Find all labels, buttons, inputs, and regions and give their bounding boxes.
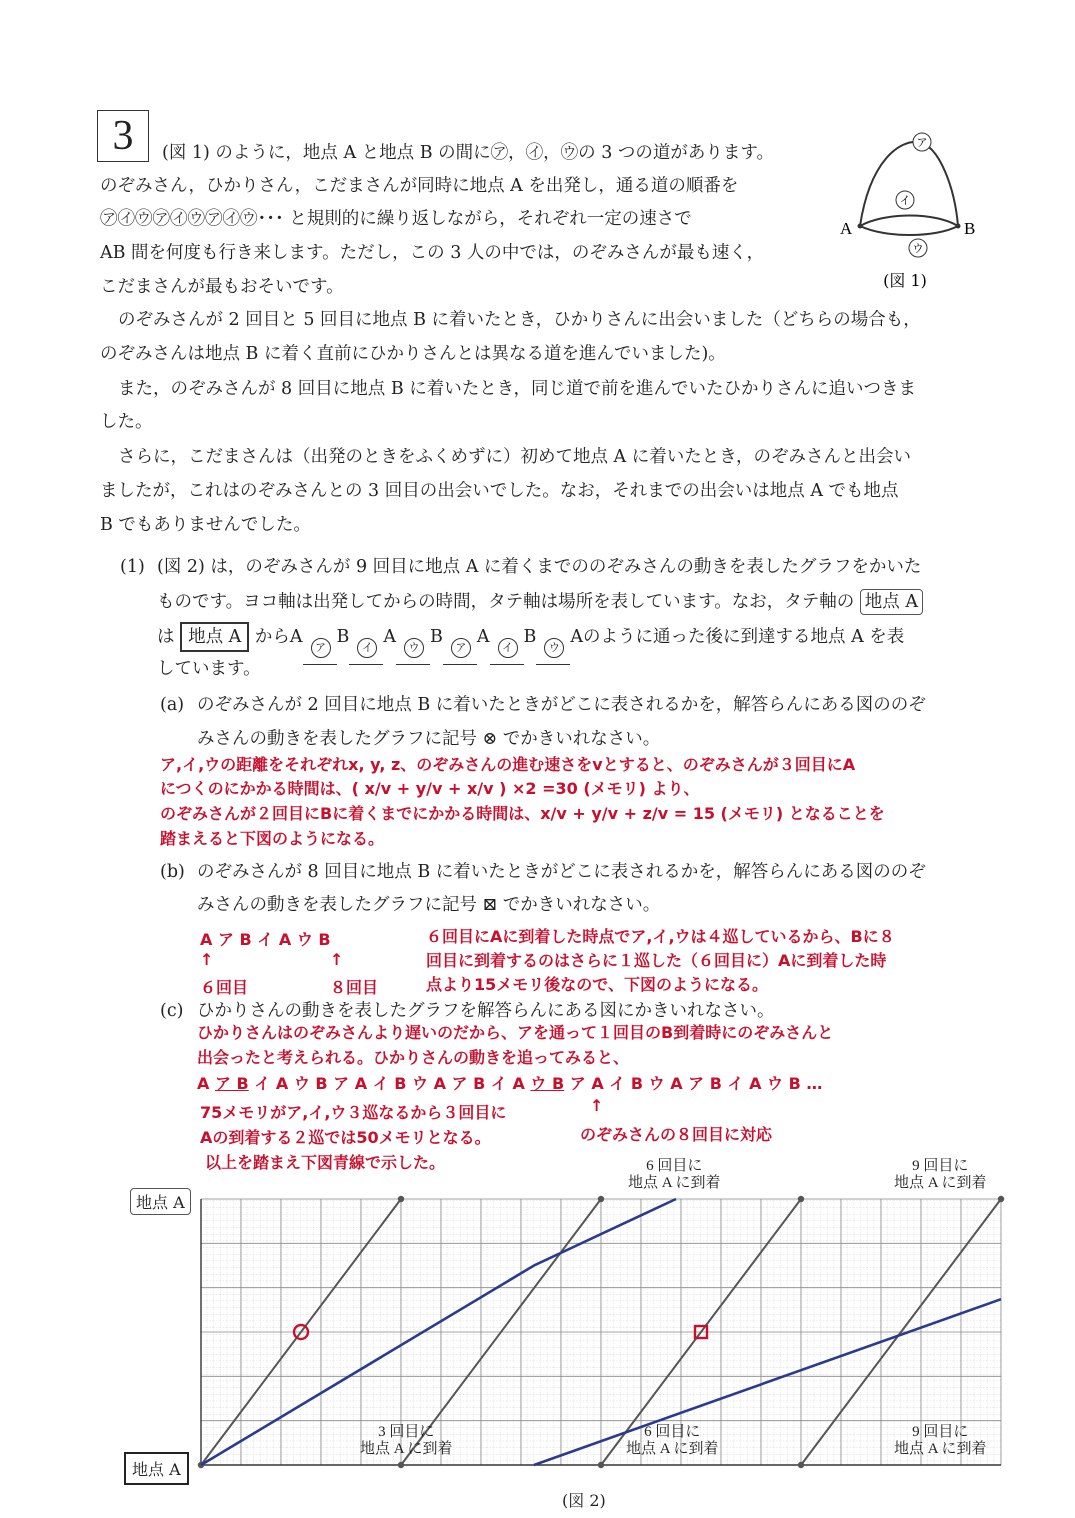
nozomi-point	[598, 1462, 604, 1468]
q1-line-2-text: ものです。ヨコ軸は出発してからの時間，タテ軸は場所を表しています。なお，タテ軸の	[157, 592, 855, 612]
qc-seq-part-a: A	[197, 1074, 215, 1093]
body-line-3: また，のぞみさんが 8 回目に地点 B に着いたとき，同じ道で前を進んでいたひかりさんに追いつきま	[118, 379, 917, 399]
y-axis-label-box: 地点 A	[860, 589, 923, 615]
route-point: A	[289, 627, 303, 647]
route-point: B	[523, 627, 537, 647]
qc-seq-underline-2: ウ B	[530, 1074, 565, 1093]
qc-left-line-2: Aの到着する２巡では50メモリとなる。	[200, 1128, 491, 1147]
nozomi-point	[598, 1196, 604, 1202]
qc-label: (c)	[160, 1001, 184, 1021]
nozomi-point	[998, 1196, 1004, 1202]
intro-line-1: (図 1) のように，地点 A と地点 B の間に㋐，㋑，㋒の 3 つの道があります。	[162, 143, 775, 163]
qa-line-2: みさんの動きを表したグラフに記号 ⊗ でかきいれなさい。	[197, 729, 661, 749]
road-a-label: ア	[916, 136, 928, 149]
qc-left-line-3: 以上を踏まえ下図青線で示した。	[205, 1153, 446, 1172]
qa-label: (a)	[160, 695, 185, 715]
route-road-marker: ア	[311, 638, 331, 658]
body-line-5: さらに，こだまさんは（出発のときをふくめずに）初めて地点 A に着いたとき，のぞみさんと出会い	[118, 447, 912, 467]
annotation-line-2: 地点 A に到着	[894, 1441, 987, 1457]
route-point: A	[476, 627, 490, 647]
body-line-4: した。	[100, 412, 153, 432]
point-a-label: A	[840, 219, 853, 238]
qb-answer-line-1: ６回目にAに到着した時点でア,イ,ウは４巡しているから、Bに８	[426, 927, 895, 946]
intro-line-2: のぞみさん，ひかりさん，こだまさんが同時に地点 A を出発し，通る道の順番を	[100, 176, 739, 196]
annotation-line-2: 地点 A に到着	[360, 1441, 453, 1457]
qc-left-line-1: 75メモリがア,イ,ウ３巡なるから３回目に	[200, 1103, 507, 1122]
body-line-6: ましたが，これはのぞみさんとの 3 回目の出会いでした。なお，それまでの出会いは地点 A でも地点	[100, 481, 899, 501]
qb-count-6: ６回目	[200, 978, 249, 997]
route-road-marker: ア	[451, 638, 471, 658]
nozomi-point	[798, 1196, 804, 1202]
qb-arrow-6: ↑	[200, 950, 214, 969]
route-road-marker: イ	[357, 638, 377, 658]
qc-answer-line-2: 出会ったと考えられる。ひかりさんの動きを追ってみると、	[197, 1048, 630, 1067]
route-point: A	[570, 627, 584, 647]
qa-answer-line-3: のぞみさんが２回目にBに着くまでにかかる時間は、x/v + y/v + z/v = 15 (メモリ) となることを	[160, 804, 885, 823]
annotation-3rd-bottom	[360, 1424, 453, 1458]
qa-answer-line-4: 踏まえると下図のようになる。	[160, 829, 385, 848]
route-point: B	[430, 627, 443, 647]
annotation-line-2: 地点 A に到着	[626, 1441, 719, 1457]
start-point-box: 地点 A	[180, 622, 249, 652]
annotation-line-1: 3 回目に	[378, 1424, 435, 1440]
figure-1-caption: (図 1)	[883, 271, 927, 290]
intro-line-3: ㋐㋑㋒㋐㋑㋒㋐㋑㋒･･･ と規則的に繰り返しながら，それぞれ一定の速さで	[100, 209, 692, 229]
annotation-line-1: 9 回目に	[912, 1158, 969, 1174]
qb-sequence: A ア B イ A ウ B	[200, 930, 331, 949]
nozomi-point	[398, 1462, 404, 1468]
annotation-line-1: 9 回目に	[912, 1424, 969, 1440]
annotation-line-1: 6 回目に	[646, 1158, 703, 1174]
qc-answer-line-1: ひかりさんはのぞみさんより遅いのだから、アを通って１回目のB到着時にのぞみさんと	[197, 1023, 834, 1042]
y-axis-top-label: 地点 A	[130, 1188, 191, 1215]
q1-line-3-from: から	[254, 627, 290, 647]
road-i-label: イ	[899, 194, 911, 207]
route-road-marker: イ	[498, 638, 518, 658]
route-point: A	[383, 627, 397, 647]
qb-label: (b)	[160, 862, 185, 882]
intro-line-5: こだまさんが最もおそいです。	[100, 277, 344, 297]
body-line-1: のぞみさんが 2 回目と 5 回目に地点 B に着いたとき，ひかりさんに出会いました（どちらの場合も，	[118, 310, 921, 330]
route-road-marker: ウ	[404, 638, 424, 658]
qb-count-8: ８回目	[330, 978, 379, 997]
nozomi-point	[398, 1196, 404, 1202]
figure-2-caption: (図 2)	[562, 1491, 606, 1510]
qa-answer-line-1: ア,イ,ウの距離をそれぞれx, y, z、のぞみさんの進む速さをvとすると、のぞみさんが３回目にA	[160, 755, 856, 774]
q1-line-3-pre: は	[157, 627, 175, 647]
qc-line-1: ひかりさんの動きを表したグラフを解答らんにある図にかきいれなさい。	[197, 1001, 775, 1021]
qc-seq-underline-1: ア B	[214, 1074, 249, 1093]
qb-answer-line-3: 点より15メモリ後なので、下図のようになる。	[426, 975, 768, 994]
qb-arrow-8: ↑	[330, 950, 344, 969]
annotation-9th-top	[894, 1158, 987, 1192]
chart-grid	[201, 1199, 1001, 1465]
body-line-7: B でもありませんでした。	[100, 515, 311, 535]
q1-line-3-post: のように通った後に到達する地点 A を表	[583, 627, 905, 647]
annotation-line-2: 地点 A に到着	[628, 1175, 721, 1191]
qa-line-1: のぞみさんが 2 回目に地点 B に着いたときがどこに表されるかを，解答らんにある図ののぞ	[197, 695, 926, 715]
road-u-label: ウ	[912, 242, 924, 255]
body-line-2: のぞみさんは地点 B に着く直前にひかりさんとは異なる道を進んでいました)。	[100, 344, 726, 364]
annotation-line-2: 地点 A に到着	[894, 1175, 987, 1191]
qc-note: のぞみさんの８回目に対応	[580, 1125, 773, 1144]
qc-arrow: ↑	[590, 1096, 604, 1115]
q1-line-4: しています。	[157, 659, 261, 679]
qc-seq-part-b: イ A ウ B ア A イ B ウ A ア B イ A	[248, 1074, 531, 1093]
intro-line-4: AB 間を何度も行き来します。ただし，この 3 人の中では，のぞみさんが最も速く，	[100, 243, 765, 263]
annotation-6th-top	[628, 1158, 721, 1192]
qa-answer-line-2: につくのにかかる時間は、( x/v + y/v + x/v ) ×2 =30 (メモリ) より、	[160, 779, 700, 798]
qb-line-2: みさんの動きを表したグラフに記号 ⊠ でかきいれなさい。	[197, 895, 661, 915]
annotation-line-1: 6 回目に	[644, 1424, 701, 1440]
q1-line-1: (図 2) は，のぞみさんが 9 回目に地点 A に着くまでののぞみさんの動きを表したグラフをかいた	[157, 557, 922, 577]
y-axis-bottom-label: 地点 A	[124, 1452, 189, 1485]
qb-answer-line-2: 回目に到着するのはさらに１巡した（６回目に）Aに到着した時	[426, 951, 887, 970]
q1-number: (1)	[120, 557, 145, 577]
route-point: B	[336, 627, 350, 647]
qc-seq-part-c: ア A イ B ウ A ア B イ A ウ B …	[564, 1074, 823, 1093]
route-road-marker: ウ	[544, 638, 564, 658]
question-number: 3	[97, 110, 149, 162]
annotation-9th-bottom	[894, 1424, 987, 1458]
point-b-label: B	[964, 219, 976, 238]
annotation-6th-bottom	[626, 1424, 719, 1458]
nozomi-point	[798, 1462, 804, 1468]
qb-line-1: のぞみさんが 8 回目に地点 B に着いたときがどこに表されるかを，解答らんにある図ののぞ	[197, 862, 926, 882]
